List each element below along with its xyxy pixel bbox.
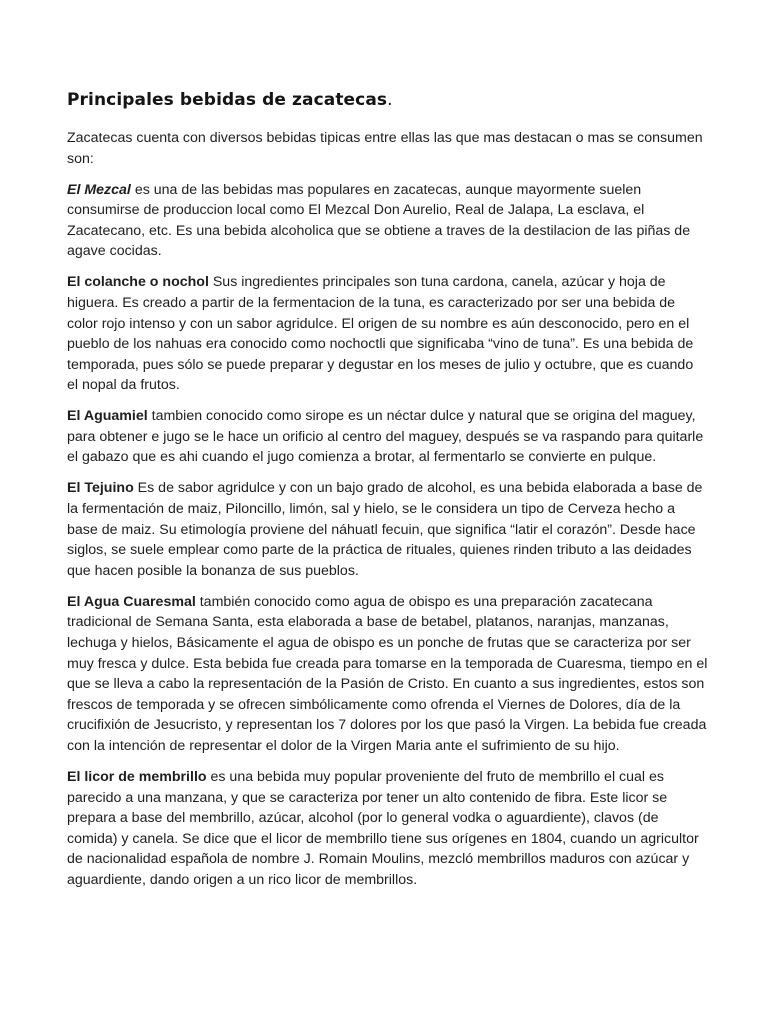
paragraph-colanche bbox=[67, 272, 708, 396]
paragraph-agua-cuaresmal bbox=[67, 592, 708, 757]
paragraph-body: también conocido como agua de obispo es una preparación zacatecana tradicional de Semana Santa, esta elaborada a base de betabel, platanos, naranjas, manzanas, lechuga y hielos, Básicamente el agua de obispo es un ponche de frutas que se caracteriza por ser muy fresca y dulce. Esta bebida fue creada para tomarse en la temporada de Cuaresma, tiempo en el que se lleva a cabo la representación de la Pasión de Cristo. En cuanto a sus ingredientes, estos son frescos de temporada y se ofrecen simbólicamente como ofrenda el Viernes de Dolores, día de la crucifixión de Jesucristo, y representan los 7 dolores por los que pasó la Virgen. La bebida fue creada con la intención de representar el dolor de la Virgen Maria ante el sufrimiento de su hijo. bbox=[67, 593, 708, 754]
paragraph-lead: El Agua Cuaresmal bbox=[67, 593, 196, 610]
paragraph-lead: El licor de membrillo bbox=[67, 768, 207, 785]
document-title bbox=[67, 88, 708, 112]
paragraph-body: es una bebida muy popular proveniente del fruto de membrillo el cual es parecido a una manzana, y que se caracteriza por tener un alto contenido de fibra. Este licor se prepara a base del membrillo, azúcar, alcohol (por lo general vodka o aguardiente), clavos (de comida) y canela. Se dice que el licor de membrillo tiene sus orígenes en 1804, cuando un agricultor de nacionalidad española de nombre J. Romain Moulins, mezcló membrillos maduros con azúcar y aguardiente, dando origen a un rico licor de membrillos. bbox=[67, 768, 699, 888]
paragraph-body: Es de sabor agridulce y con un bajo grado de alcohol, es una bebida elaborada a base de la fermentación de maiz, Piloncillo, limón, sal y hielo, se le considera un tipo de Cerveza hecho a base de maiz. Su etimología proviene del náhuatl fecuin, que significa “latir el corazón”. Desde hace siglos, se suele emplear como parte de la práctica de rituales, quienes rinden tributo a las deidades que hacen posible la bonanza de sus pueblos. bbox=[67, 480, 703, 579]
paragraph-lead: El Tejuino bbox=[67, 480, 134, 497]
paragraph-lead: El Aguamiel bbox=[67, 408, 148, 425]
paragraph-aguamiel bbox=[67, 406, 708, 468]
document-title-text: Principales bebidas de zacatecas bbox=[67, 90, 388, 110]
paragraph-body: Sus ingredientes principales son tuna cardona, canela, azúcar y hoja de higuera. Es creado a partir de la fermentacion de la tuna, es caracterizado por ser una bebida de color rojo intenso y con un sabor agridulce. El origen de su nombre es aún desconocido, pero en el pueblo de los nahuas era conocido como nochoctli que significaba “vino de tuna”. Es una bebida de temporada, pues sólo se puede preparar y degustar en los meses de julio y octubre, que es cuando el nopal da frutos. bbox=[67, 274, 694, 394]
document-title-punct: . bbox=[387, 90, 393, 110]
paragraph-mezcal bbox=[67, 180, 708, 262]
paragraph-lead: El colanche o nochol bbox=[67, 274, 209, 291]
paragraph-body: es una de las bebidas mas populares en zacatecas, aunque mayormente suelen consumirse de produccion local como El Mezcal Don Aurelio, Real de Jalapa, La esclava, el Zacatecano, etc. Es una bebida alcoholica que se obtiene a traves de la destilacion de las piñas de agave cocidas. bbox=[67, 181, 691, 260]
paragraph-licor-de-membrillo bbox=[67, 767, 708, 891]
paragraph-tejuino bbox=[67, 478, 708, 581]
paragraph-lead: El Mezcal bbox=[67, 181, 131, 198]
paragraph-body: tambien conocido como sirope es un néctar dulce y natural que se origina del maguey, para obtener e jugo se le hace un orificio al centro del maguey, después se va raspando para quitarle el gabazo que es ahi cuando el jugo comienza a brotar, al fermentarlo se convierte en pulque. bbox=[67, 408, 704, 466]
intro-paragraph: Zacatecas cuenta con diversos bebidas tipicas entre ellas las que mas destacan o mas se consumen son: bbox=[67, 130, 703, 167]
